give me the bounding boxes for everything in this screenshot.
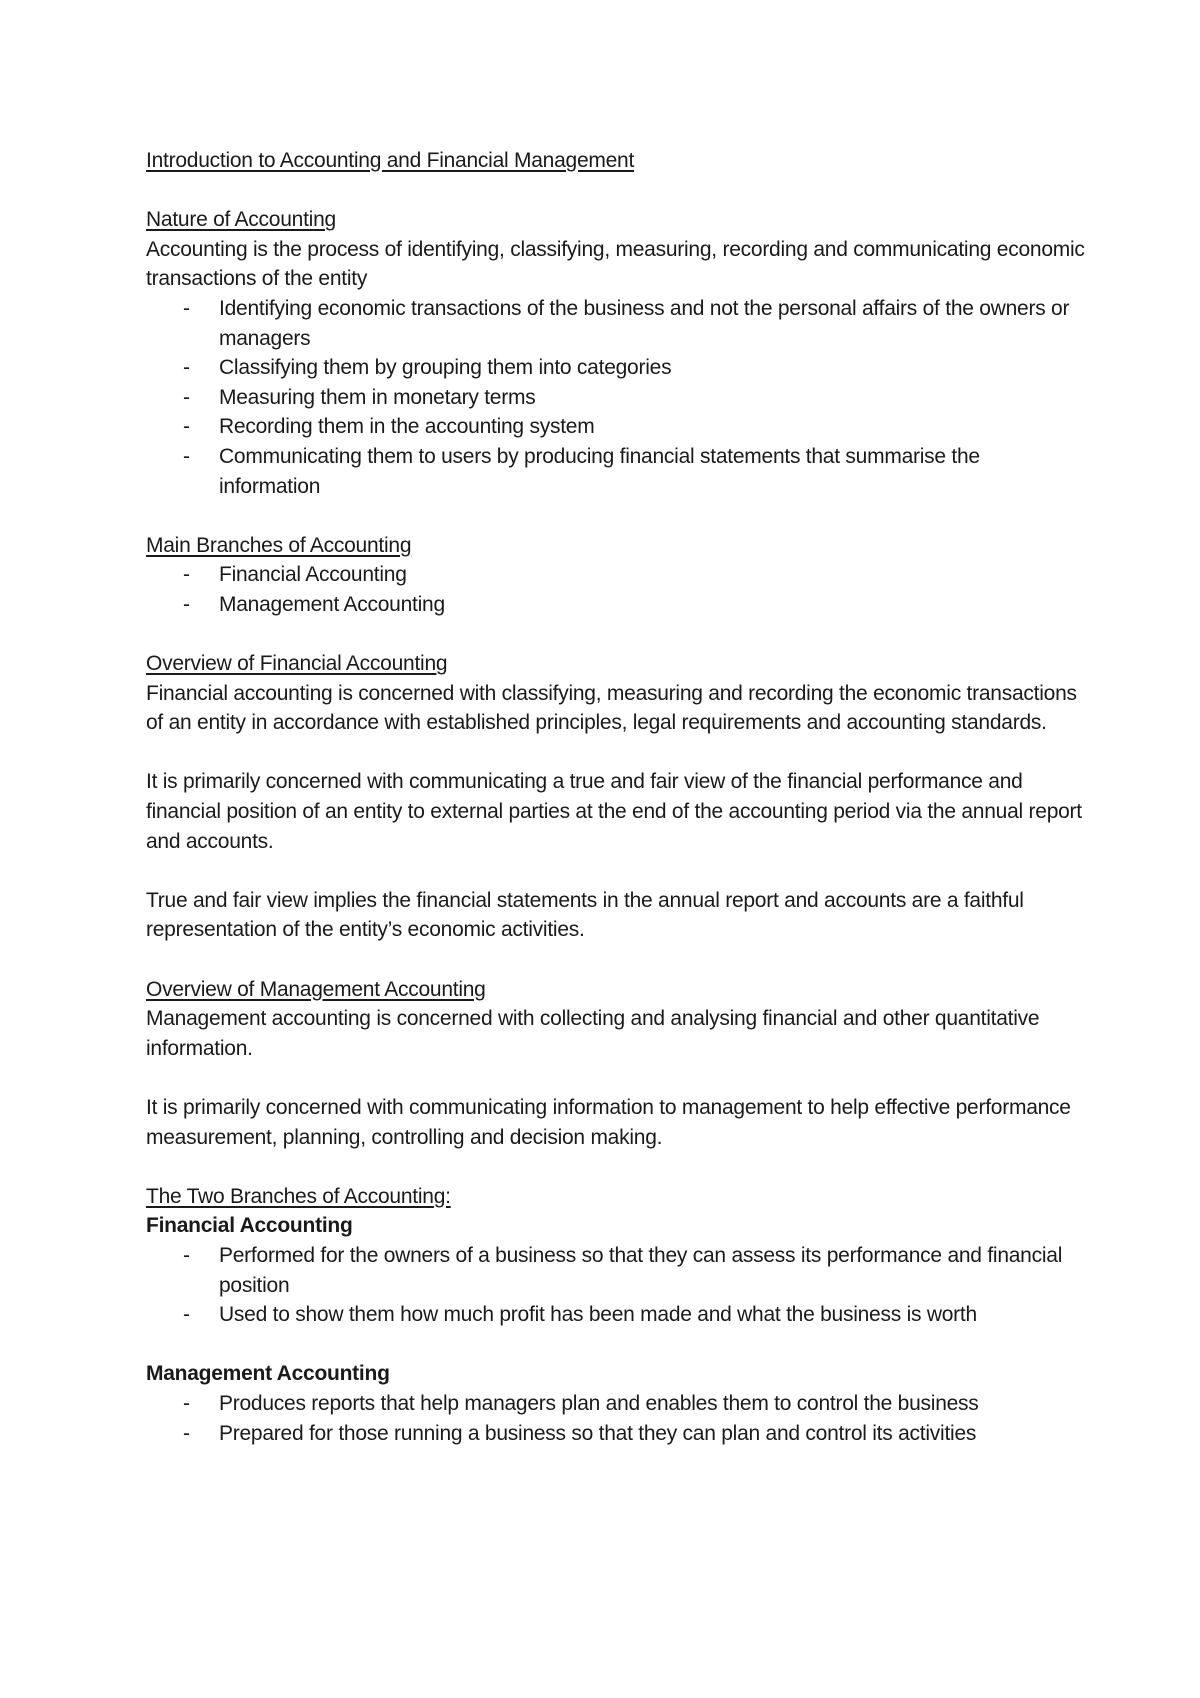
spacer xyxy=(146,1152,1086,1182)
bullet-dash: - xyxy=(183,1243,190,1267)
list-item: - Financial Accounting xyxy=(146,560,1086,590)
spacer xyxy=(146,945,1086,975)
list-item: - Produces reports that help managers plan and enables them to control the business xyxy=(146,1389,1086,1419)
section-heading-financial-overview: Overview of Financial Accounting xyxy=(146,652,448,676)
list-item: - Identifying economic transactions of the business and not the personal affairs of the owners or managers xyxy=(146,294,1086,353)
list-item: - Recording them in the accounting system xyxy=(146,412,1086,442)
spacer xyxy=(146,1330,1086,1360)
document-page xyxy=(146,146,1086,1448)
section-heading-nature: Nature of Accounting xyxy=(146,208,336,232)
paragraph: True and fair view implies the financial statements in the annual report and accounts are a faithful representation of the entity’s economic activities. xyxy=(146,888,1024,942)
paragraph: It is primarily concerned with communicating a true and fair view of the financial performance and financial position of an entity to external parties at the end of the accounting period via the annual report and accounts. xyxy=(146,770,1082,853)
section-heading-branches: Main Branches of Accounting xyxy=(146,533,412,557)
bullet-dash: - xyxy=(183,296,190,320)
list-item: - Communicating them to users by producing financial statements that summarise the information xyxy=(146,442,1086,501)
list-item: - Performed for the owners of a business so that they can assess its performance and financial position xyxy=(146,1241,1086,1300)
list-item: - Measuring them in monetary terms xyxy=(146,383,1086,413)
paragraph: Management accounting is concerned with collecting and analysing financial and other quantitative information. xyxy=(146,1007,1040,1060)
list-item: - Prepared for those running a business so that they can plan and control its activities xyxy=(146,1419,1086,1449)
subheading-financial-accounting: Financial Accounting xyxy=(146,1214,353,1238)
bullet-dash: - xyxy=(183,563,190,587)
spacer xyxy=(146,501,1086,531)
paragraph: Financial accounting is concerned with classifying, measuring and recording the economic transactions of an entity in accordance with established principles, legal requirements and accounting standards. xyxy=(146,681,1077,735)
bullet-dash: - xyxy=(183,444,190,468)
bullet-dash: - xyxy=(183,1303,190,1327)
subheading-management-accounting: Management Accounting xyxy=(146,1362,390,1386)
list-item: - Classifying them by grouping them into categories xyxy=(146,353,1086,383)
bullet-dash: - xyxy=(183,385,190,409)
list-item: - Management Accounting xyxy=(146,590,1086,620)
bullet-dash: - xyxy=(183,356,190,380)
nature-intro: Accounting is the process of identifying, classifying, measuring, recording and communicating economic transactions of the entity xyxy=(146,237,1085,291)
bullet-dash: - xyxy=(183,415,190,439)
section-heading-two-branches: The Two Branches of Accounting: xyxy=(146,1184,451,1208)
spacer xyxy=(146,856,1086,886)
spacer xyxy=(146,1063,1086,1093)
bullet-dash: - xyxy=(183,1391,190,1415)
document-title: Introduction to Accounting and Financial Management xyxy=(146,149,635,172)
bullet-dash: - xyxy=(183,1421,190,1445)
section-heading-management-overview: Overview of Management Accounting xyxy=(146,977,486,1001)
spacer xyxy=(146,620,1086,650)
list-item: - Used to show them how much profit has been made and what the business is worth xyxy=(146,1300,1086,1330)
spacer xyxy=(146,176,1086,206)
bullet-dash: - xyxy=(183,592,190,616)
spacer xyxy=(146,738,1086,768)
paragraph: It is primarily concerned with communicating information to management to help effective performance measurement, planning, controlling and decision making. xyxy=(146,1096,1071,1149)
